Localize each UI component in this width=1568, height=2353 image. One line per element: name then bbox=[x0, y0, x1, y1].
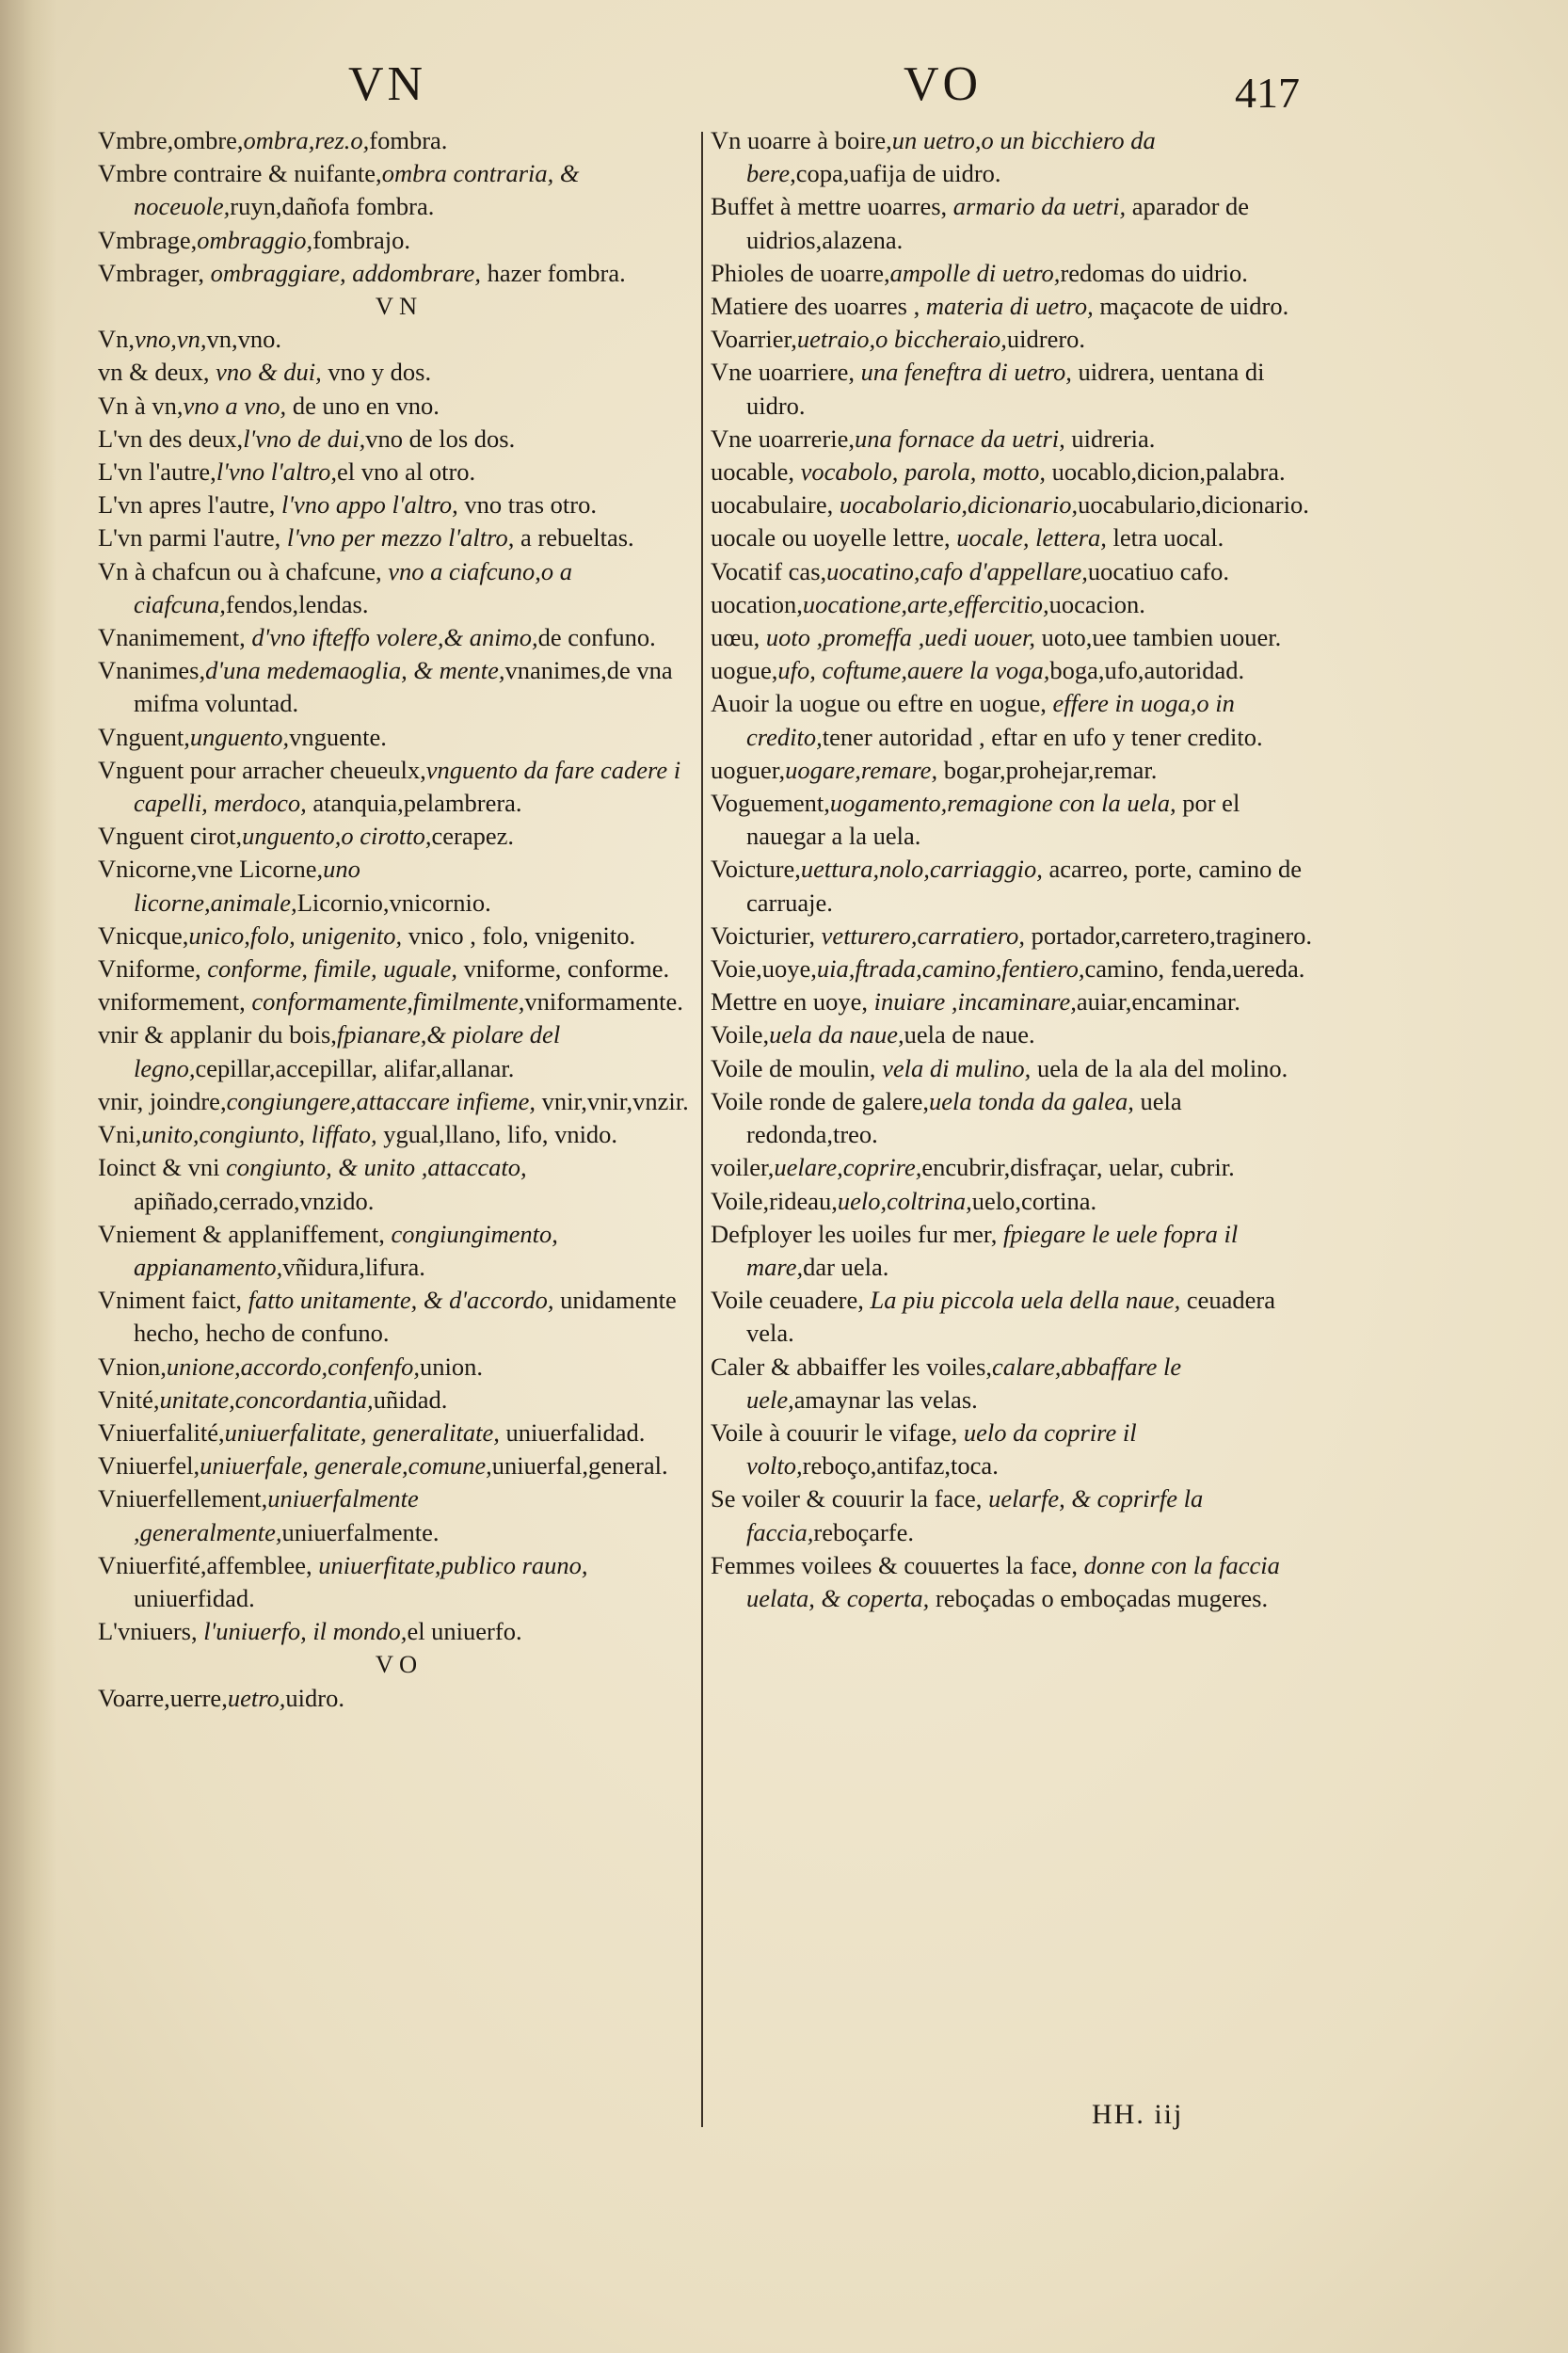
entry-spanish: por el nauegar a la uela. bbox=[746, 789, 1240, 851]
entry-italian: l'vno l'altro, bbox=[216, 457, 337, 487]
entry-spanish: uidrero. bbox=[1006, 325, 1086, 354]
entry-spanish: vno tras otro. bbox=[457, 490, 597, 520]
entry-headword: Vniuerfellement, bbox=[98, 1484, 268, 1513]
entry-spanish: maçacote de uidro. bbox=[1093, 292, 1289, 321]
entry-spanish: camino, fenda,uereda. bbox=[1084, 954, 1305, 984]
entry-headword: Phioles de uoarre, bbox=[711, 258, 890, 287]
dictionary-entry bbox=[711, 1284, 1313, 1350]
entry-italian: uela da naue, bbox=[769, 1020, 904, 1049]
entry-headword: Vnguent cirot, bbox=[98, 822, 243, 851]
page-gutter bbox=[0, 0, 56, 2353]
entry-spanish: vnanimes,de vna mifma voluntad. bbox=[134, 656, 673, 718]
entry-spanish: cerapez. bbox=[431, 822, 515, 851]
entry-headword: VN bbox=[375, 292, 424, 321]
entry-italian: calare,abbaffare le uele, bbox=[746, 1352, 1182, 1414]
entry-italian: fatto unitamente, & d'accordo, bbox=[248, 1286, 554, 1315]
entry-italian: uettura,nolo,carriaggio, bbox=[800, 855, 1043, 884]
entry-headword: Voile,rideau, bbox=[711, 1186, 838, 1215]
entry-spanish: uela de la ala del molino. bbox=[1031, 1053, 1288, 1082]
entry-italian: effere in uoga,o in credito, bbox=[746, 689, 1235, 751]
entry-headword: Voarre,uerre, bbox=[98, 1683, 228, 1712]
entry-headword: Vmbre,ombre, bbox=[98, 126, 244, 154]
dictionary-entry bbox=[711, 985, 1313, 1018]
entry-italian: uogamento,remagione con la uela, bbox=[829, 789, 1176, 818]
entry-italian: ombraggio, bbox=[197, 225, 313, 254]
entry-italian: La piu piccola uela della naue, bbox=[870, 1286, 1181, 1315]
entry-spanish: uocacion. bbox=[1048, 589, 1145, 618]
entry-italian: unguento, bbox=[189, 722, 290, 751]
entry-italian: uelarfe, & coprirfe la faccia, bbox=[746, 1484, 1204, 1546]
dictionary-entry bbox=[98, 1218, 700, 1284]
dictionary-entry bbox=[711, 1549, 1313, 1615]
entry-spanish: apiñado,cerrado,vnzido. bbox=[134, 1186, 375, 1215]
entry-italian: uocatione,arte,effercitio, bbox=[802, 589, 1049, 618]
entry-headword: L'vn des deux, bbox=[98, 424, 244, 453]
dictionary-entry bbox=[711, 456, 1313, 488]
entry-headword: Buffet à mettre uoarres, bbox=[711, 192, 953, 221]
entry-spanish: vno de los dos. bbox=[365, 424, 516, 453]
page-number: 417 bbox=[1235, 69, 1300, 117]
entry-headword: Se voiler & couurir la face, bbox=[711, 1484, 989, 1513]
entry-spanish: copa,uafija de uidro. bbox=[795, 159, 1001, 188]
entry-italian: unito,congiunto, liffato, bbox=[141, 1120, 377, 1149]
entry-spanish: reboçarfe. bbox=[813, 1517, 915, 1546]
entry-headword: uœu, bbox=[711, 623, 766, 652]
dictionary-entry bbox=[711, 1085, 1313, 1151]
entry-headword: L'vniuers, bbox=[98, 1617, 204, 1646]
entry-spanish: uocatiuo cafo. bbox=[1087, 556, 1229, 585]
entry-spanish: uniuerfalidad. bbox=[499, 1417, 646, 1447]
entry-italian: l'vno de dui, bbox=[243, 424, 366, 453]
entry-spanish: de confuno. bbox=[537, 623, 656, 652]
dictionary-entry bbox=[98, 423, 700, 456]
dictionary-entry bbox=[98, 390, 700, 423]
dictionary-entry bbox=[98, 1018, 700, 1084]
dictionary-entry bbox=[711, 952, 1313, 985]
entry-spanish: Licornio,vnicornio. bbox=[296, 888, 491, 917]
signature-mark: HH. iij bbox=[1092, 2099, 1184, 2130]
dictionary-entry bbox=[98, 1417, 700, 1449]
entry-italian: vno a ciafcuno,o a ciafcuna, bbox=[134, 556, 573, 618]
entry-italian: una fornace da uetri, bbox=[855, 424, 1065, 453]
dictionary-entry bbox=[98, 488, 700, 521]
entry-spanish: reboçadas o emboçadas mugeres. bbox=[929, 1583, 1269, 1612]
dictionary-entry bbox=[98, 985, 700, 1018]
entry-headword: Vocatif cas, bbox=[711, 556, 827, 585]
entry-italian: uoto ,promeffa ,uedi uouer, bbox=[765, 623, 1035, 652]
dictionary-entry bbox=[98, 323, 700, 356]
entry-italian: uela tonda da galea, bbox=[929, 1086, 1134, 1115]
entry-italian: uocabolario,dicionario, bbox=[839, 490, 1079, 520]
entry-headword: Voile ronde de galere, bbox=[711, 1086, 930, 1115]
entry-spanish: union. bbox=[419, 1352, 483, 1381]
entry-headword: Vnguent, bbox=[98, 722, 190, 751]
entry-headword: Voile, bbox=[711, 1020, 770, 1049]
entry-headword: Vne uoarrerie, bbox=[711, 424, 856, 453]
entry-italian: uetraio,o biccheraio, bbox=[796, 325, 1007, 354]
entry-italian: vno,vn, bbox=[135, 325, 207, 354]
entry-headword: Voile ceuadere, bbox=[711, 1286, 871, 1315]
entry-headword: vniformement, bbox=[98, 987, 252, 1016]
dictionary-entry bbox=[711, 323, 1313, 356]
entry-spanish: hazer fombra. bbox=[480, 258, 626, 287]
entry-italian: uogare,remare, bbox=[785, 755, 938, 784]
entry-italian: unguento,o cirotto, bbox=[242, 822, 432, 851]
entry-headword: Vniement & applaniffement, bbox=[98, 1219, 392, 1248]
dictionary-entry bbox=[711, 1218, 1313, 1284]
entry-headword: vn & deux, bbox=[98, 358, 216, 387]
entry-headword: Vnanimes, bbox=[98, 656, 206, 685]
header-left: VN bbox=[348, 57, 427, 111]
section-heading bbox=[98, 290, 700, 323]
entry-spanish: uniuerfal,general. bbox=[491, 1451, 668, 1481]
entry-spanish: uoto,uee tambien uouer. bbox=[1034, 623, 1282, 652]
entry-spanish: uocablo,dicion,palabra. bbox=[1045, 457, 1286, 487]
header-right: VO bbox=[904, 57, 983, 111]
entry-spanish: bogar,prohejar,remar. bbox=[937, 755, 1158, 784]
entry-spanish: redomas do uidrio. bbox=[1060, 258, 1248, 287]
entry-headword: Vnicque, bbox=[98, 920, 189, 950]
entry-spanish: vniforme, conforme. bbox=[456, 954, 670, 984]
entry-italian: uelo,coltrina, bbox=[837, 1186, 972, 1215]
entry-spanish: portador,carretero,traginero. bbox=[1025, 920, 1313, 950]
entry-headword: Vn à chafcun ou à chafcune, bbox=[98, 556, 389, 585]
entry-spanish: auiar,encaminar. bbox=[1076, 987, 1240, 1016]
entry-spanish: atanquia,pelambrera. bbox=[306, 789, 522, 818]
entry-headword: Vniforme, bbox=[98, 954, 208, 984]
entry-spanish: uela de naue. bbox=[904, 1020, 1035, 1049]
entry-italian: ombra contraria, & noceuole, bbox=[134, 159, 580, 221]
dictionary-entry bbox=[98, 257, 700, 290]
entry-headword: uoguer, bbox=[711, 755, 786, 784]
entry-headword: L'vn parmi l'autre, bbox=[98, 523, 287, 552]
section-heading bbox=[98, 1648, 700, 1681]
entry-italian: uetro, bbox=[227, 1683, 286, 1712]
entry-italian: congiungere,attaccare infieme, bbox=[226, 1086, 536, 1115]
dictionary-entry bbox=[98, 853, 700, 919]
dictionary-entry bbox=[98, 721, 700, 754]
dictionary-entry bbox=[98, 754, 700, 820]
entry-italian: uelo da coprire il volto, bbox=[746, 1417, 1137, 1481]
entry-italian: conforme, fimile, uguale, bbox=[207, 954, 457, 984]
entry-spanish: reboço,antifaz,toca. bbox=[802, 1451, 999, 1481]
dictionary-entry bbox=[711, 621, 1313, 654]
entry-spanish: a rebueltas. bbox=[514, 523, 634, 552]
entry-italian: inuiare ,incaminare, bbox=[873, 987, 1077, 1016]
entry-italian: vocabolo, parola, motto, bbox=[800, 457, 1046, 487]
entry-headword: Vmbrage, bbox=[98, 225, 198, 254]
entry-spanish: uniuerfidad. bbox=[134, 1583, 255, 1612]
entry-spanish: aparador de uidrios,alazena. bbox=[746, 192, 1250, 254]
dictionary-entry bbox=[98, 555, 700, 621]
entry-spanish: vnir,vnir,vnzir. bbox=[536, 1086, 689, 1115]
entry-italian: ombra,rez.o, bbox=[243, 126, 370, 154]
entry-spanish: vnguente. bbox=[289, 722, 387, 751]
dictionary-entry bbox=[98, 1351, 700, 1384]
entry-italian: uocatino,cafo d'appellare, bbox=[826, 556, 1088, 585]
entry-headword: uocable, bbox=[711, 457, 801, 487]
dictionary-entry bbox=[711, 1018, 1313, 1051]
dictionary-entry bbox=[711, 124, 1313, 190]
entry-headword: Vniment faict, bbox=[98, 1286, 248, 1315]
entry-italian: l'vno appo l'altro, bbox=[280, 490, 458, 520]
entry-italian: uniuerfitate,publico rauno, bbox=[318, 1550, 588, 1579]
dictionary-entry bbox=[98, 157, 700, 223]
entry-italian: uocale, lettera, bbox=[956, 523, 1107, 552]
entry-italian: l'uniuerfo, il mondo, bbox=[203, 1617, 408, 1646]
dictionary-entry bbox=[98, 356, 700, 389]
dictionary-entry bbox=[711, 687, 1313, 753]
entry-italian: vela di mulino, bbox=[882, 1053, 1032, 1082]
entry-headword: Voie,uoye, bbox=[711, 954, 817, 984]
entry-spanish: encubrir,disfraçar, uelar, cubrir. bbox=[921, 1153, 1235, 1182]
entry-headword: Voile de moulin, bbox=[711, 1053, 883, 1082]
entry-italian: materia di uetro, bbox=[925, 292, 1094, 321]
entry-spanish: vñidura,lifura. bbox=[282, 1252, 425, 1281]
entry-spanish: el uniuerfo. bbox=[407, 1617, 522, 1646]
entry-italian: un uetro,o un bicchiero da bere, bbox=[746, 126, 1156, 188]
entry-headword: Vn à vn, bbox=[98, 391, 184, 420]
entry-headword: Voguement, bbox=[711, 789, 830, 818]
entry-italian: ampolle di uetro, bbox=[889, 258, 1061, 287]
dictionary-entry bbox=[98, 1449, 700, 1482]
entry-headword: Vnion, bbox=[98, 1352, 167, 1381]
entry-headword: Vnicorne,vne Licorne, bbox=[98, 855, 324, 884]
entry-headword: Vmbre contraire & nuifante, bbox=[98, 159, 382, 188]
entry-headword: Vmbrager, bbox=[98, 258, 211, 287]
dictionary-entry bbox=[98, 1384, 700, 1417]
dictionary-entry bbox=[711, 423, 1313, 456]
entry-headword: Femmes voilees & couuertes la face, bbox=[711, 1550, 1084, 1579]
dictionary-entry bbox=[98, 621, 700, 654]
entry-headword: uocation, bbox=[711, 589, 803, 618]
entry-headword: Voarrier, bbox=[711, 325, 797, 354]
entry-italian: ombraggiare, addombrare, bbox=[210, 258, 481, 287]
dictionary-entry bbox=[98, 820, 700, 853]
dictionary-entry bbox=[98, 1151, 700, 1217]
entry-italian: unitate,concordantia, bbox=[159, 1385, 374, 1414]
entry-headword: Ioinct & vni bbox=[98, 1153, 227, 1182]
dictionary-entry bbox=[711, 754, 1313, 787]
dictionary-entry bbox=[98, 1482, 700, 1548]
entry-spanish: el vno al otro. bbox=[336, 457, 476, 487]
entry-spanish: dar uela. bbox=[803, 1252, 889, 1281]
entry-spanish: uñidad. bbox=[373, 1385, 448, 1414]
entry-headword: Vniuerfel, bbox=[98, 1451, 200, 1481]
entry-italian: ufo, coftume,auere la voga, bbox=[777, 656, 1050, 685]
entry-headword: L'vn l'autre, bbox=[98, 457, 216, 487]
entry-italian: unione,accordo,confenfo, bbox=[166, 1352, 420, 1381]
entry-spanish: ruyn,dañofa fombra. bbox=[230, 192, 435, 221]
entry-headword: uocabulaire, bbox=[711, 490, 840, 520]
dictionary-entry bbox=[711, 290, 1313, 323]
dictionary-entry bbox=[711, 1052, 1313, 1085]
entry-italian: fpianare,& piolare del legno, bbox=[134, 1020, 561, 1082]
entry-headword: L'vn apres l'autre, bbox=[98, 490, 281, 520]
dictionary-entry bbox=[98, 1284, 700, 1350]
dictionary-entry bbox=[711, 521, 1313, 554]
entry-spanish: fombrajo. bbox=[312, 225, 410, 254]
dictionary-entry bbox=[98, 521, 700, 554]
entry-spanish: fendos,lendas. bbox=[225, 589, 369, 618]
entry-spanish: boga,ufo,autoridad. bbox=[1049, 656, 1245, 685]
entry-headword: Vnité, bbox=[98, 1385, 160, 1414]
entry-italian: armario da uetri, bbox=[952, 192, 1127, 221]
entry-spanish: acarreo, porte, camino de carruaje. bbox=[746, 855, 1302, 917]
entry-headword: Vni, bbox=[98, 1120, 142, 1149]
dictionary-entry bbox=[98, 1549, 700, 1615]
entry-spanish: de uno en vno. bbox=[286, 391, 440, 420]
entry-headword: Caler & abbaiffer les voiles, bbox=[711, 1352, 993, 1381]
entry-headword: vnir & applanir du bois, bbox=[98, 1020, 337, 1049]
entry-headword: Vne uoarriere, bbox=[711, 358, 861, 387]
dictionary-entry bbox=[711, 920, 1313, 952]
entry-italian: fpiegare le uele fopra il mare, bbox=[746, 1219, 1239, 1281]
entry-headword: Voicture, bbox=[711, 855, 801, 884]
entry-italian: vno a vno, bbox=[183, 391, 287, 420]
entry-headword: Auoir la uogue ou eftre en uogue, bbox=[711, 689, 1053, 718]
entry-spanish: uidrera, uentana di uidro. bbox=[746, 358, 1265, 420]
entry-headword: Vn uoarre à boire, bbox=[711, 126, 892, 154]
entry-italian: uniuerfale, generale,comune, bbox=[200, 1451, 492, 1481]
dictionary-entry bbox=[711, 588, 1313, 621]
dictionary-entry bbox=[711, 1151, 1313, 1184]
entry-spanish: uelo,cortina. bbox=[971, 1186, 1097, 1215]
dictionary-entry bbox=[711, 356, 1313, 422]
column-rule bbox=[701, 132, 703, 2127]
entry-italian: congiungimento, appianamento, bbox=[134, 1219, 558, 1281]
entry-italian: uelare,coprire, bbox=[774, 1153, 922, 1182]
dictionary-entry bbox=[711, 787, 1313, 853]
right-column bbox=[711, 124, 1313, 1615]
entry-italian: congiunto, & unito ,attaccato, bbox=[226, 1153, 527, 1182]
entry-spanish: uidro. bbox=[285, 1683, 344, 1712]
entry-spanish: uela redonda,treo. bbox=[746, 1086, 1182, 1149]
entry-italian: d'vno ifteffo volere,& animo, bbox=[251, 623, 538, 652]
dictionary-entry bbox=[98, 1682, 700, 1715]
dictionary-entry bbox=[711, 488, 1313, 521]
entry-headword: Vn, bbox=[98, 325, 136, 354]
entry-headword: Voicturier, bbox=[711, 920, 822, 950]
entry-italian: conformamente,fimilmente, bbox=[251, 987, 525, 1016]
entry-italian: uniuerfalitate, generalitate, bbox=[224, 1417, 500, 1447]
entry-headword: Vnguent pour arracher cheueulx, bbox=[98, 755, 426, 784]
dictionary-entry bbox=[98, 224, 700, 257]
entry-spanish: amaynar las velas. bbox=[793, 1385, 978, 1414]
entry-spanish: vn,vno. bbox=[206, 325, 282, 354]
dictionary-entry bbox=[98, 920, 700, 952]
entry-spanish: unidamente hecho, hecho de confuno. bbox=[134, 1286, 677, 1348]
dictionary-entry bbox=[98, 124, 700, 157]
entry-spanish: uidreria. bbox=[1064, 424, 1156, 453]
entry-headword: vnir, joindre, bbox=[98, 1086, 227, 1115]
entry-italian: uia,ftrada,camino,fentiero, bbox=[816, 954, 1085, 984]
entry-headword: Defployer les uoiles fur mer, bbox=[711, 1219, 1003, 1248]
entry-spanish: vnico , folo, vnigenito. bbox=[402, 920, 636, 950]
entry-italian: uniuerfalmente ,generalmente, bbox=[134, 1484, 419, 1546]
entry-spanish: vniformamente. bbox=[524, 987, 683, 1016]
entry-spanish: letra uocal. bbox=[1106, 523, 1224, 552]
entry-headword: uogue, bbox=[711, 656, 778, 685]
dictionary-entry bbox=[98, 1615, 700, 1648]
entry-italian: unico,folo, unigenito, bbox=[188, 920, 403, 950]
entry-italian: una feneftra di uetro, bbox=[860, 358, 1072, 387]
dictionary-entry bbox=[711, 257, 1313, 290]
dictionary-entry bbox=[711, 1417, 1313, 1482]
dictionary-entry bbox=[711, 1185, 1313, 1218]
entry-headword: Vnanimement, bbox=[98, 623, 252, 652]
dictionary-entry bbox=[711, 555, 1313, 588]
entry-spanish: tener autoridad , eftar en ufo y tener credito. bbox=[822, 722, 1263, 751]
entry-spanish: cepillar,accepillar, alifar,allanar. bbox=[195, 1053, 515, 1082]
entry-italian: donne con la faccia uelata, & coperta, bbox=[746, 1550, 1280, 1612]
entry-spanish: uocabulario,dicionario. bbox=[1078, 490, 1309, 520]
entry-headword: Matiere des uoarres , bbox=[711, 292, 926, 321]
dictionary-entry bbox=[98, 654, 700, 720]
entry-italian: vnguento da fare cadere i capelli, merdoco, bbox=[134, 755, 681, 818]
entry-headword: Vniuerfalité, bbox=[98, 1417, 225, 1447]
entry-headword: VO bbox=[375, 1650, 424, 1679]
entry-italian: uno licorne,animale, bbox=[134, 855, 360, 917]
entry-italian: vetturero,carratiero, bbox=[821, 920, 1026, 950]
entry-headword: Vniuerfité,affemblee, bbox=[98, 1550, 319, 1579]
dictionary-entry bbox=[98, 1085, 700, 1118]
entry-spanish: fombra. bbox=[369, 126, 448, 154]
dictionary-entry bbox=[711, 190, 1313, 256]
dictionary-entry bbox=[711, 654, 1313, 687]
dictionary-entry bbox=[711, 1351, 1313, 1417]
entry-headword: Voile à couurir le vifage, bbox=[711, 1417, 964, 1447]
entry-headword: Mettre en uoye, bbox=[711, 987, 874, 1016]
left-column bbox=[98, 124, 700, 1715]
entry-spanish: ceuadera vela. bbox=[746, 1286, 1275, 1348]
entry-headword: voiler, bbox=[711, 1153, 775, 1182]
entry-italian: d'una medemaoglia, & mente, bbox=[205, 656, 505, 685]
entry-spanish: uniuerfalmente. bbox=[281, 1517, 440, 1546]
entry-italian: l'vno per mezzo l'altro, bbox=[286, 523, 515, 552]
dictionary-entry bbox=[711, 853, 1313, 919]
dictionary-entry bbox=[98, 456, 700, 488]
entry-italian: vno & dui, bbox=[216, 358, 322, 387]
dictionary-entry bbox=[98, 1118, 700, 1151]
entry-spanish: vno y dos. bbox=[321, 358, 432, 387]
dictionary-entry bbox=[711, 1482, 1313, 1548]
dictionary-entry bbox=[98, 952, 700, 985]
entry-headword: uocale ou uoyelle lettre, bbox=[711, 523, 957, 552]
entry-spanish: ygual,llano, lifo, vnido. bbox=[376, 1120, 618, 1149]
